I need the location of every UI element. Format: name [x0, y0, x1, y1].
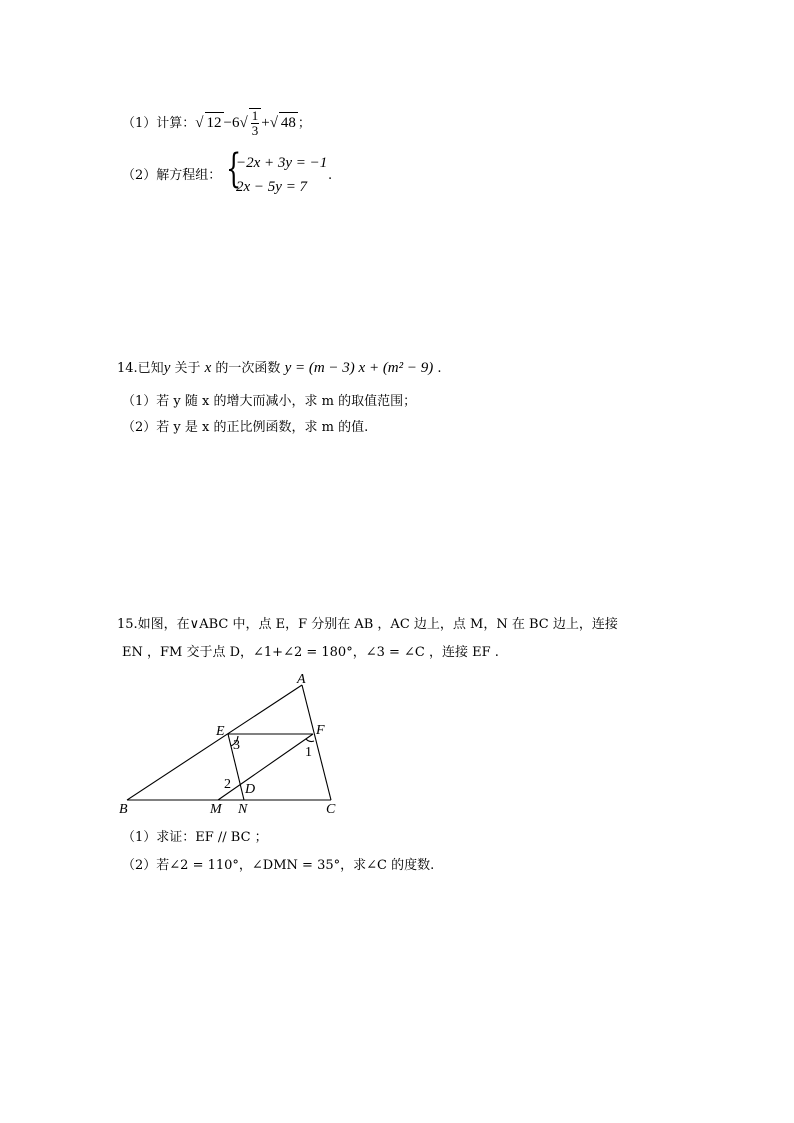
label-M: M	[210, 802, 222, 817]
q13-part2-label: （2）解方程组：	[122, 168, 222, 183]
q15-line1: 15.如图，在∨ABC 中，点 E，F 分别在 AB ，AC 边上，点 M，N 在 BC 边上，连接	[117, 617, 618, 632]
label-angle-3: 3	[233, 738, 240, 753]
q14-part1: （1）若 y 随 x 的增大而减小，求 m 的取值范围；	[122, 394, 417, 409]
q15-part1: （1）求证：EF // BC ；	[122, 830, 268, 845]
segment-EN	[228, 734, 244, 800]
q13-part2-end: .	[328, 168, 333, 183]
label-D: D	[245, 782, 256, 797]
angle-3-arc	[231, 736, 238, 746]
linear-function-expression: y = (m − 3) x + (m² − 9)	[284, 360, 434, 376]
sqrt-12: 12	[205, 112, 224, 133]
label-angle-2: 2	[224, 777, 231, 792]
label-angle-1: 1	[305, 745, 312, 760]
q14-part2: （2）若 y 是 x 的正比例函数，求 m 的值.	[122, 420, 369, 435]
angle-1-arc	[306, 739, 314, 742]
q13-part1: （1）计算：√ 12 −6√ $\frac{1}{3}$ +√ 48 ；	[122, 108, 311, 138]
side-AC	[302, 685, 331, 800]
brace-icon: {	[226, 146, 242, 192]
q15-line2: EN ，FM 交于点 D，∠1+∠2 = 180°，∠3 = ∠C ，连接 EF .	[122, 645, 499, 660]
label-E: E	[216, 724, 225, 739]
minus-six: −6	[223, 114, 240, 131]
q13-part1-end: ；	[297, 115, 311, 131]
q13-part1-label: （1）计算：	[122, 115, 196, 131]
label-A: A	[297, 672, 306, 687]
equation-2: 2x − 5y = 7	[236, 179, 308, 195]
q15-part2: （2）若∠2 = 110°，∠DMN = 35°，求∠C 的度数.	[122, 858, 435, 873]
label-F: F	[316, 723, 325, 738]
side-AB	[127, 685, 302, 800]
label-N: N	[238, 802, 248, 817]
plus-sign: +	[261, 114, 270, 131]
sqrt-48: 48	[279, 112, 298, 133]
fraction-one-third: $\frac{1}{3}$	[251, 108, 259, 138]
equation-1: −2x + 3y = −1	[236, 155, 328, 171]
label-C: C	[326, 802, 336, 817]
segment-FM	[218, 734, 313, 800]
q14-title: 14.已知y 关于 x 的一次函数 y = (m − 3) x + (m² − 9) .	[117, 360, 442, 376]
label-B: B	[119, 802, 128, 817]
